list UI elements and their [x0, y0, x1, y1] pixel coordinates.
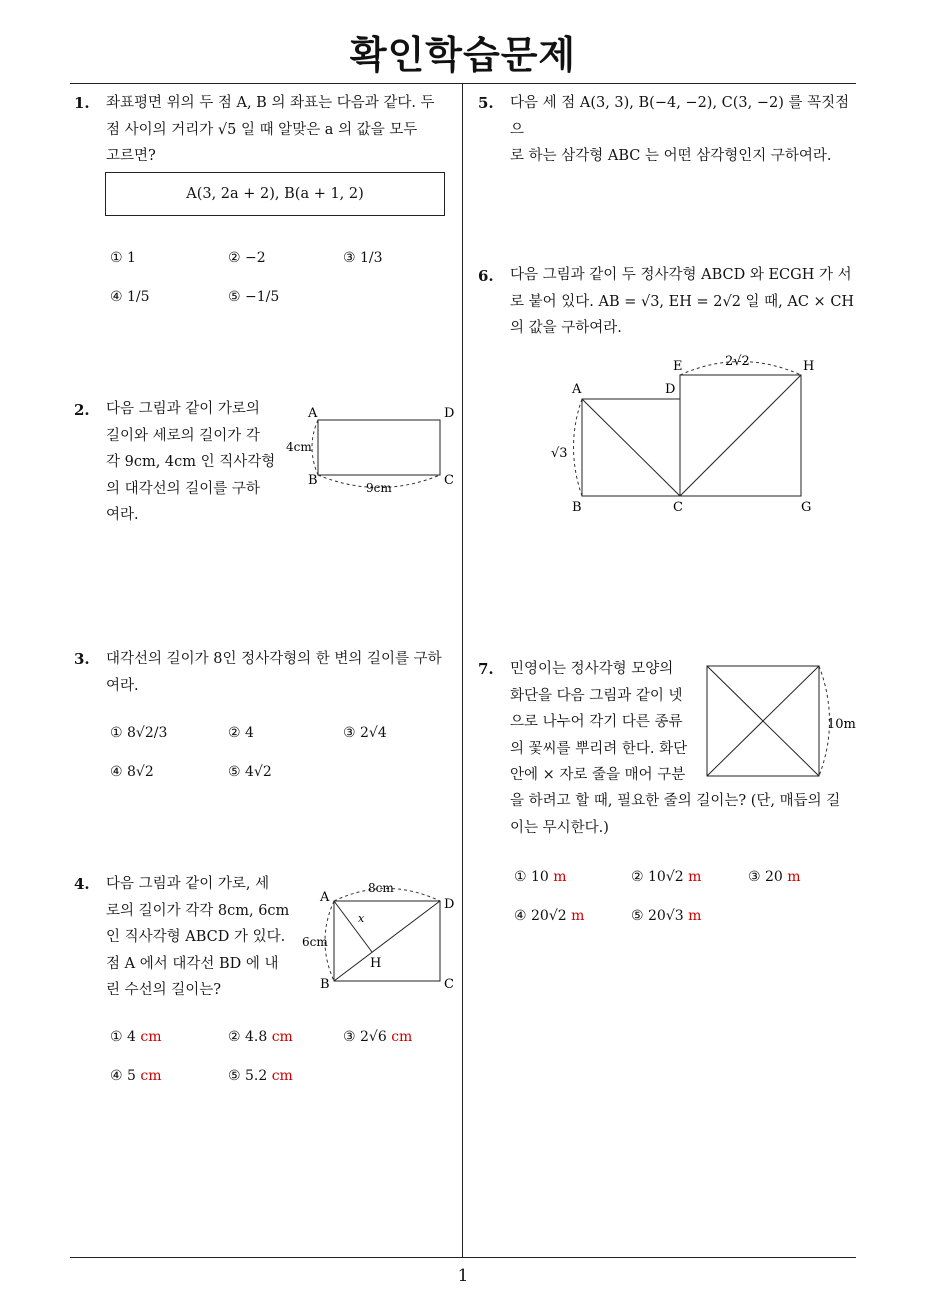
q1-line1: 좌표평면 위의 두 점 A, B 의 좌표는 다음과 같다. 두	[106, 95, 435, 111]
q3-text	[106, 646, 461, 699]
q2-line3: 각 9cm, 4cm 인 직사각형	[106, 454, 276, 470]
q1-option-1[interactable]: ① 1	[110, 250, 136, 266]
q3-number: 3.	[74, 650, 90, 668]
q4-label-side: 6cm	[302, 935, 328, 949]
q6-label-a: A	[572, 382, 582, 397]
q4-label-b: B	[320, 977, 330, 992]
q4-option-2[interactable]: ② 4.8 cm	[228, 1029, 293, 1045]
q4-label-a: A	[320, 890, 330, 905]
q2-label-c: C	[444, 473, 454, 488]
q2-line1: 다음 그림과 같이 가로의	[106, 401, 260, 417]
q4-option-1[interactable]: ① 4 cm	[110, 1029, 162, 1045]
q1-text	[106, 90, 456, 170]
q4-text	[106, 871, 296, 1004]
q3-option-3[interactable]: ③ 2√4	[343, 725, 387, 741]
q3-option-2[interactable]: ② 4	[228, 725, 254, 741]
q7-option-5[interactable]: ⑤ 20√3 m	[631, 908, 702, 924]
q7-text-cont	[510, 788, 862, 841]
q4-label-x: x	[358, 912, 365, 925]
q1-number: 1.	[74, 94, 90, 112]
q7-line2: 화단을 다음 그림과 같이 넷	[510, 687, 683, 704]
q4-label-h: H	[370, 956, 382, 971]
q7-option-2[interactable]: ② 10√2 m	[631, 869, 702, 885]
q4-line4: 점 A 에서 대각선 BD 에 내	[106, 955, 279, 972]
q7-line7: 이는 무시한다.)	[510, 819, 609, 836]
q2-text	[106, 396, 286, 529]
q7-line1: 민영이는 정사각형 모양의	[510, 661, 674, 677]
q4-number: 4.	[74, 875, 90, 893]
q7-line5: 안에 × 자로 줄을 매어 구분	[510, 767, 686, 783]
q4-option-3[interactable]: ③ 2√6 cm	[343, 1029, 413, 1045]
q1-option-3[interactable]: ③ 1/3	[343, 250, 383, 266]
q2-label-bottom: 9cm	[366, 481, 392, 495]
q1-option-5[interactable]: ⑤ −1/5	[228, 289, 280, 305]
q6-line2: 로 붙어 있다. AB = √3, EH = 2√2 일 때, AC × CH	[510, 293, 855, 310]
q1-coordinate-box: A(3, 2a + 2), B(a + 1, 2)	[105, 172, 445, 216]
q2-label-b: B	[308, 473, 318, 488]
q6-label-e: E	[673, 359, 683, 374]
q6-label-ab: √3	[551, 446, 568, 461]
top-rule	[70, 83, 856, 84]
q2-rectangle-figure	[282, 400, 462, 500]
q6-line3: 의 값을 구하여라.	[510, 320, 622, 336]
q1-option-2[interactable]: ② −2	[228, 250, 266, 266]
q5-number: 5.	[478, 94, 494, 112]
q3-option-1[interactable]: ① 8√2/3	[110, 725, 168, 741]
q1-line3: 고르면?	[106, 148, 156, 164]
q1-option-4[interactable]: ④ 1/5	[110, 289, 150, 305]
q4-label-c: C	[444, 977, 454, 992]
q2-label-side: 4cm	[286, 440, 312, 454]
q6-label-b: B	[572, 500, 582, 515]
q4-option-5[interactable]: ⑤ 5.2 cm	[228, 1068, 293, 1084]
q7-number: 7.	[478, 660, 494, 678]
q6-text	[510, 262, 860, 342]
q7-option-4[interactable]: ④ 20√2 m	[514, 908, 585, 924]
q7-option-1[interactable]: ① 10 m	[514, 869, 567, 885]
q6-number: 6.	[478, 267, 494, 285]
q6-label-g: G	[801, 500, 812, 515]
q2-label-a: A	[308, 406, 318, 421]
q6-squares-figure	[545, 350, 825, 520]
q7-line4: 의 꽃씨를 뿌리려 한다. 화단	[510, 740, 688, 757]
q7-option-3[interactable]: ③ 20 m	[748, 869, 801, 885]
page-number: 1	[457, 1266, 469, 1286]
q1-line2: 점 사이의 거리가 √5 일 때 알맞은 a 의 값을 모두	[106, 121, 418, 138]
page-title: 확인학습문제	[349, 33, 577, 77]
q2-line2: 길이와 세로의 길이가 각	[106, 427, 260, 444]
q3-option-5[interactable]: ⑤ 4√2	[228, 764, 272, 780]
q4-label-top: 8cm	[368, 881, 394, 895]
q7-line3: 으로 나누어 각기 다른 종류	[510, 714, 683, 730]
q5-text	[510, 90, 860, 170]
q4-line2: 로의 길이가 각각 8cm, 6cm	[106, 902, 290, 919]
q6-label-eh: 2√2	[725, 354, 750, 369]
column-divider	[462, 83, 463, 1257]
q7-label-side: 10m	[827, 717, 856, 732]
q6-label-h: H	[803, 359, 815, 374]
q6-line1: 다음 그림과 같이 두 정사각형 ABCD 와 ECGH 가 서	[510, 267, 852, 283]
q7-text	[510, 656, 705, 789]
q6-label-c: C	[673, 500, 683, 515]
q4-line1: 다음 그림과 같이 가로, 세	[106, 876, 270, 892]
q5-line1: 다음 세 점 A(3, 3), B(−4, −2), C(3, −2) 를 꼭짓점으	[510, 95, 850, 138]
q3-option-4[interactable]: ④ 8√2	[110, 764, 154, 780]
q7-square-figure	[700, 660, 862, 784]
q5-line2: 로 하는 삼각형 ABC 는 어떤 삼각형인지 구하여라.	[510, 148, 832, 164]
q4-label-d: D	[444, 897, 455, 912]
q3-line2: 여라.	[106, 677, 139, 694]
q2-line4: 의 대각선의 길이를 구하	[106, 480, 260, 497]
q2-number: 2.	[74, 401, 90, 419]
q4-line3: 인 직사각형 ABCD 가 있다.	[106, 929, 286, 945]
q4-rectangle-figure	[298, 876, 462, 994]
q3-line1: 대각선의 길이가 8인 정사각형의 한 변의 길이를 구하	[106, 651, 442, 667]
q2-line5: 여라.	[106, 507, 139, 523]
q2-label-d: D	[444, 406, 455, 421]
bottom-rule	[70, 1257, 856, 1258]
q4-line5: 린 수선의 길이는?	[106, 982, 222, 998]
q6-label-d: D	[665, 382, 676, 397]
q7-line6: 을 하려고 할 때, 필요한 줄의 길이는? (단, 매듭의 길	[510, 793, 841, 809]
q4-option-4[interactable]: ④ 5 cm	[110, 1068, 162, 1084]
